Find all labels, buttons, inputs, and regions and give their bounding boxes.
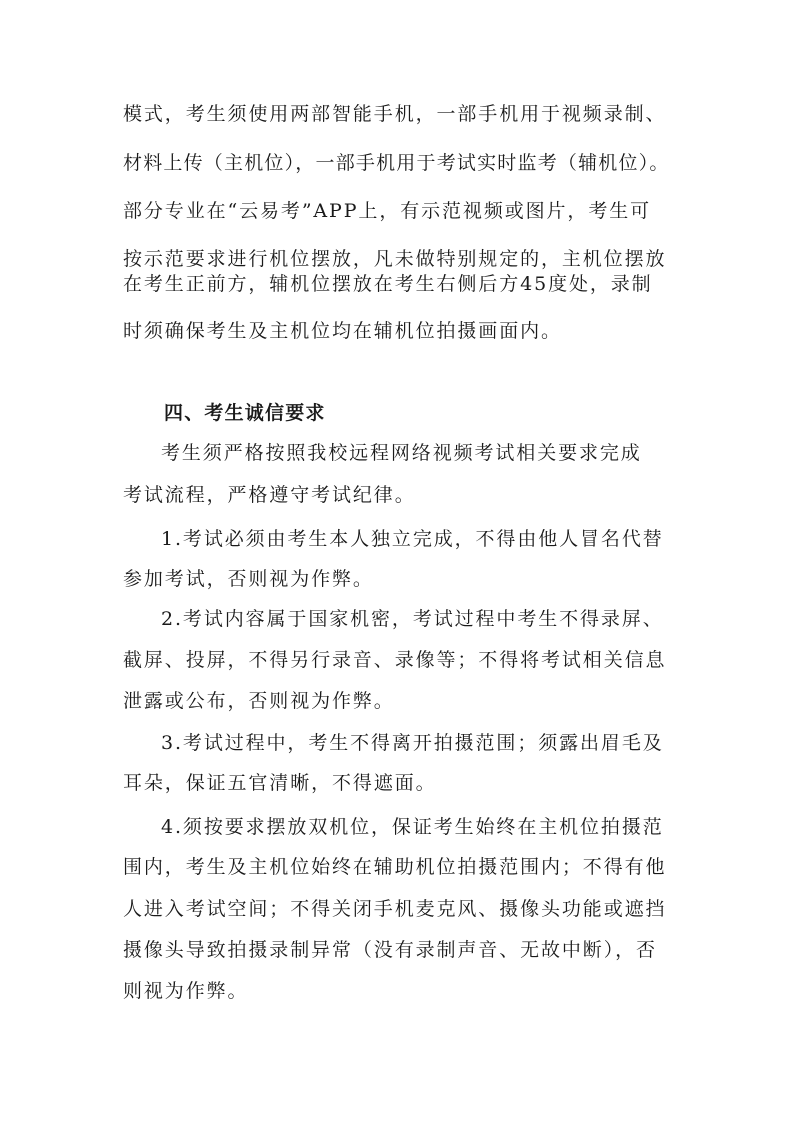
list-item-line: 围内，考生及主机位始终在辅助机位拍摄范围内；不得有他: [123, 856, 667, 878]
paragraph-line: 按示范要求进行机位摆放，凡未做特别规定的，主机位摆放: [123, 248, 667, 270]
list-item-line: 3.考试过程中，考生不得离开拍摄范围；须露出眉毛及: [161, 732, 664, 754]
list-item-line: 则视为作弊。: [123, 980, 249, 1002]
list-item-line: 2.考试内容属于国家机密，考试过程中考生不得录屏、: [161, 608, 664, 630]
paragraph-line: 模式，考生须使用两部智能手机，一部手机用于视频录制、: [123, 103, 667, 125]
list-item-line: 人进入考试空间；不得关闭手机麦克风、摄像头功能或遮挡: [123, 898, 667, 920]
list-item-line: 参加考试，否则视为作弊。: [123, 568, 374, 590]
section-heading: 四、考生诚信要求: [164, 402, 326, 424]
paragraph-line: 在考生正前方，辅机位摆放在考生右侧后方45度处，录制: [123, 273, 653, 295]
list-item-line: 摄像头导致拍摄录制异常（没有录制声音、无故中断），否: [123, 939, 657, 961]
list-item-line: 截屏、投屏，不得另行录音、录像等；不得将考试相关信息: [123, 649, 667, 671]
paragraph-line: 材料上传（主机位），一部手机用于考试实时监考（辅机位）。: [123, 152, 670, 174]
intro-line: 考试流程，严格遵守考试纪律。: [123, 484, 416, 506]
paragraph-line: 部分专业在“云易考”APP上，有示范视频或图片，考生可: [123, 200, 652, 222]
paragraph-line: 时须确保考生及主机位均在辅机位拍摄画面内。: [123, 320, 562, 342]
list-item-line: 4.须按要求摆放双机位，保证考生始终在主机位拍摄范: [161, 816, 664, 838]
intro-line: 考生须严格按照我校远程网络视频考试相关要求完成: [161, 442, 642, 464]
list-item-line: 泄露或公布，否则视为作弊。: [123, 690, 395, 712]
list-item-line: 1.考试必须由考生本人独立完成，不得由他人冒名代替: [161, 528, 664, 550]
list-item-line: 耳朵，保证五官清晰，不得遮面。: [123, 772, 437, 794]
